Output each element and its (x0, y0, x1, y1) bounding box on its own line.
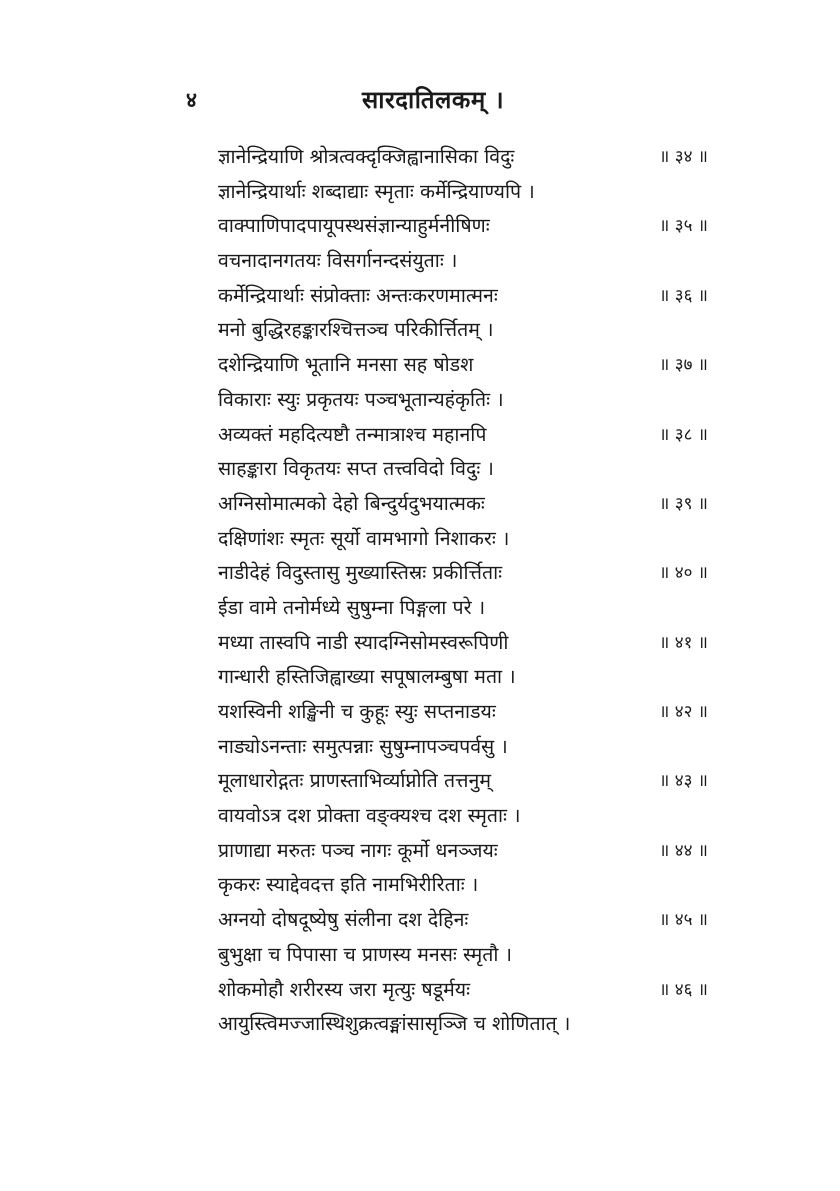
verse-text: वाक्पाणिपादपायूपस्थसंज्ञान्याहुर्मनीषिणः (218, 214, 490, 238)
verse-line (218, 487, 708, 522)
verse-number: ॥ ३८ ॥ (659, 424, 708, 445)
verse-text: अव्यक्तं महदित्यष्टौ तन्मात्राश्च महानपि (218, 422, 487, 446)
verse-number: ॥ ४३ ॥ (659, 771, 708, 792)
verse-text: ईडा वामे तनोर्मध्ये सुषुम्ना पिङ्गला परे । (218, 595, 486, 619)
verse-line (218, 175, 708, 210)
verse-number: ॥ ३९ ॥ (659, 493, 708, 514)
verse-line (218, 140, 708, 175)
verse-line (218, 452, 708, 487)
verse-line (218, 591, 708, 626)
verse-text: नाड्योऽनन्ताः समुत्पन्नाः सुषुम्नापञ्चपर्वसु । (218, 734, 508, 758)
verse-number: ॥ ४२ ॥ (659, 702, 708, 722)
verse-number: ॥ ४० ॥ (659, 563, 708, 584)
verse-text: साहङ्कारा विकृतयः सप्त तत्त्वविदो विदुः । (218, 457, 494, 481)
verse-text: मूलाधारोद्गतः प्राणस्ताभिर्व्याप्नोति तत्तनुम् (218, 769, 492, 793)
verse-line (218, 695, 708, 730)
verse-line (218, 1007, 708, 1042)
verse-text: प्राणाद्या मरुतः पञ्च नागः कूर्मो धनञ्जयः (218, 838, 498, 862)
verse-line (218, 903, 708, 938)
verse-line (218, 313, 708, 348)
verse-text: शोकमोहौ शरीरस्य जरा मृत्युः षडूर्मयः (218, 977, 471, 1001)
verse-line (218, 938, 708, 973)
verse-number: ॥ ३४ ॥ (659, 147, 708, 167)
verse-text: गान्धारी हस्तिजिह्वाख्या सपूषालम्बुषा मता । (218, 665, 516, 689)
verse-text: कृकरः स्याद्देवदत्त इति नामभिरीरिताः । (218, 873, 479, 897)
verse-text: ज्ञानेन्द्रियार्थाः शब्दाद्याः स्मृताः कर्मेन्द्रियाण्यपि । (218, 179, 535, 203)
verse-text: दक्षिणांशः स्मृतः सूर्यो वामभागो निशाकरः । (218, 526, 510, 550)
verse-line (218, 730, 708, 765)
verse-number: ॥ ३७ ॥ (659, 355, 708, 376)
verse-text: मनो बुद्धिरहङ्कारश्चित्तञ्च परिकीर्त्तितम् । (218, 318, 494, 342)
verse-text: बुभुक्षा च पिपासा च प्राणस्य मनसः स्मृतौ । (218, 942, 513, 966)
verse-line (218, 764, 708, 799)
verse-line (218, 348, 708, 383)
verse-block (218, 140, 708, 1042)
page-number: ४ (186, 88, 197, 112)
verse-text: वचनादानगतयः विसर्गानन्दसंयुताः । (218, 249, 458, 273)
verse-text: दशेन्द्रियाणि भूतानि मनसा सह षोडश (218, 353, 474, 377)
verse-line (218, 418, 708, 453)
verse-text: कर्मेन्द्रियार्थाः संप्रोक्ताः अन्तःकरणमात्मनः (218, 283, 498, 307)
page-title: सारदातिलकम् । (362, 86, 505, 114)
verse-line (218, 834, 708, 869)
verse-line (218, 799, 708, 834)
verse-line (218, 522, 708, 557)
verse-line (218, 279, 708, 314)
verse-number: ॥ ३५ ॥ (659, 216, 708, 237)
verse-line (218, 383, 708, 418)
verse-line (218, 660, 708, 695)
verse-text: वायवोऽत्र दश प्रोक्ता वङ्क्यश्च दश स्मृताः । (218, 804, 521, 828)
verse-text: नाडीदेहं विदुस्तासु मुख्यास्तिस्रः प्रकीर्त्तिताः (218, 561, 503, 585)
verse-text: अग्नयो दोषदूष्येषु संलीना दश देहिनः (218, 908, 469, 932)
verse-text: मध्या तास्वपि नाडी स्यादग्निसोमस्वरूपिणी (218, 630, 509, 654)
verse-text: आयुस्त्विमज्जास्थिशुक्रत्वङ्मांसासृञ्जि च शोणितात् । (218, 1012, 571, 1036)
verse-line (218, 973, 708, 1008)
verse-text: ज्ञानेन्द्रियाणि श्रोत्रत्वक्दृक्जिह्वानासिका विदुः (218, 145, 515, 168)
verse-line (218, 626, 708, 661)
verse-line (218, 556, 708, 591)
verse-number: ॥ ४६ ॥ (659, 979, 708, 1000)
verse-text: अग्निसोमात्मको देहो बिन्दुर्यदुभयात्मकः (218, 491, 485, 515)
verse-number: ॥ ३६ ॥ (659, 285, 708, 306)
verse-text: यशस्विनी शङ्खिनी च कुहूः स्युः सप्तनाडयः (218, 700, 496, 723)
verse-number: ॥ ४४ ॥ (659, 840, 708, 861)
verse-line (218, 868, 708, 903)
verse-line (218, 209, 708, 244)
verse-number: ॥ ४१ ॥ (659, 632, 708, 653)
verse-text: विकाराः स्युः प्रकृतयः पञ्चभूतान्यहंकृतिः । (218, 387, 504, 411)
verse-number: ॥ ४५ ॥ (659, 910, 708, 931)
verse-line (218, 244, 708, 279)
